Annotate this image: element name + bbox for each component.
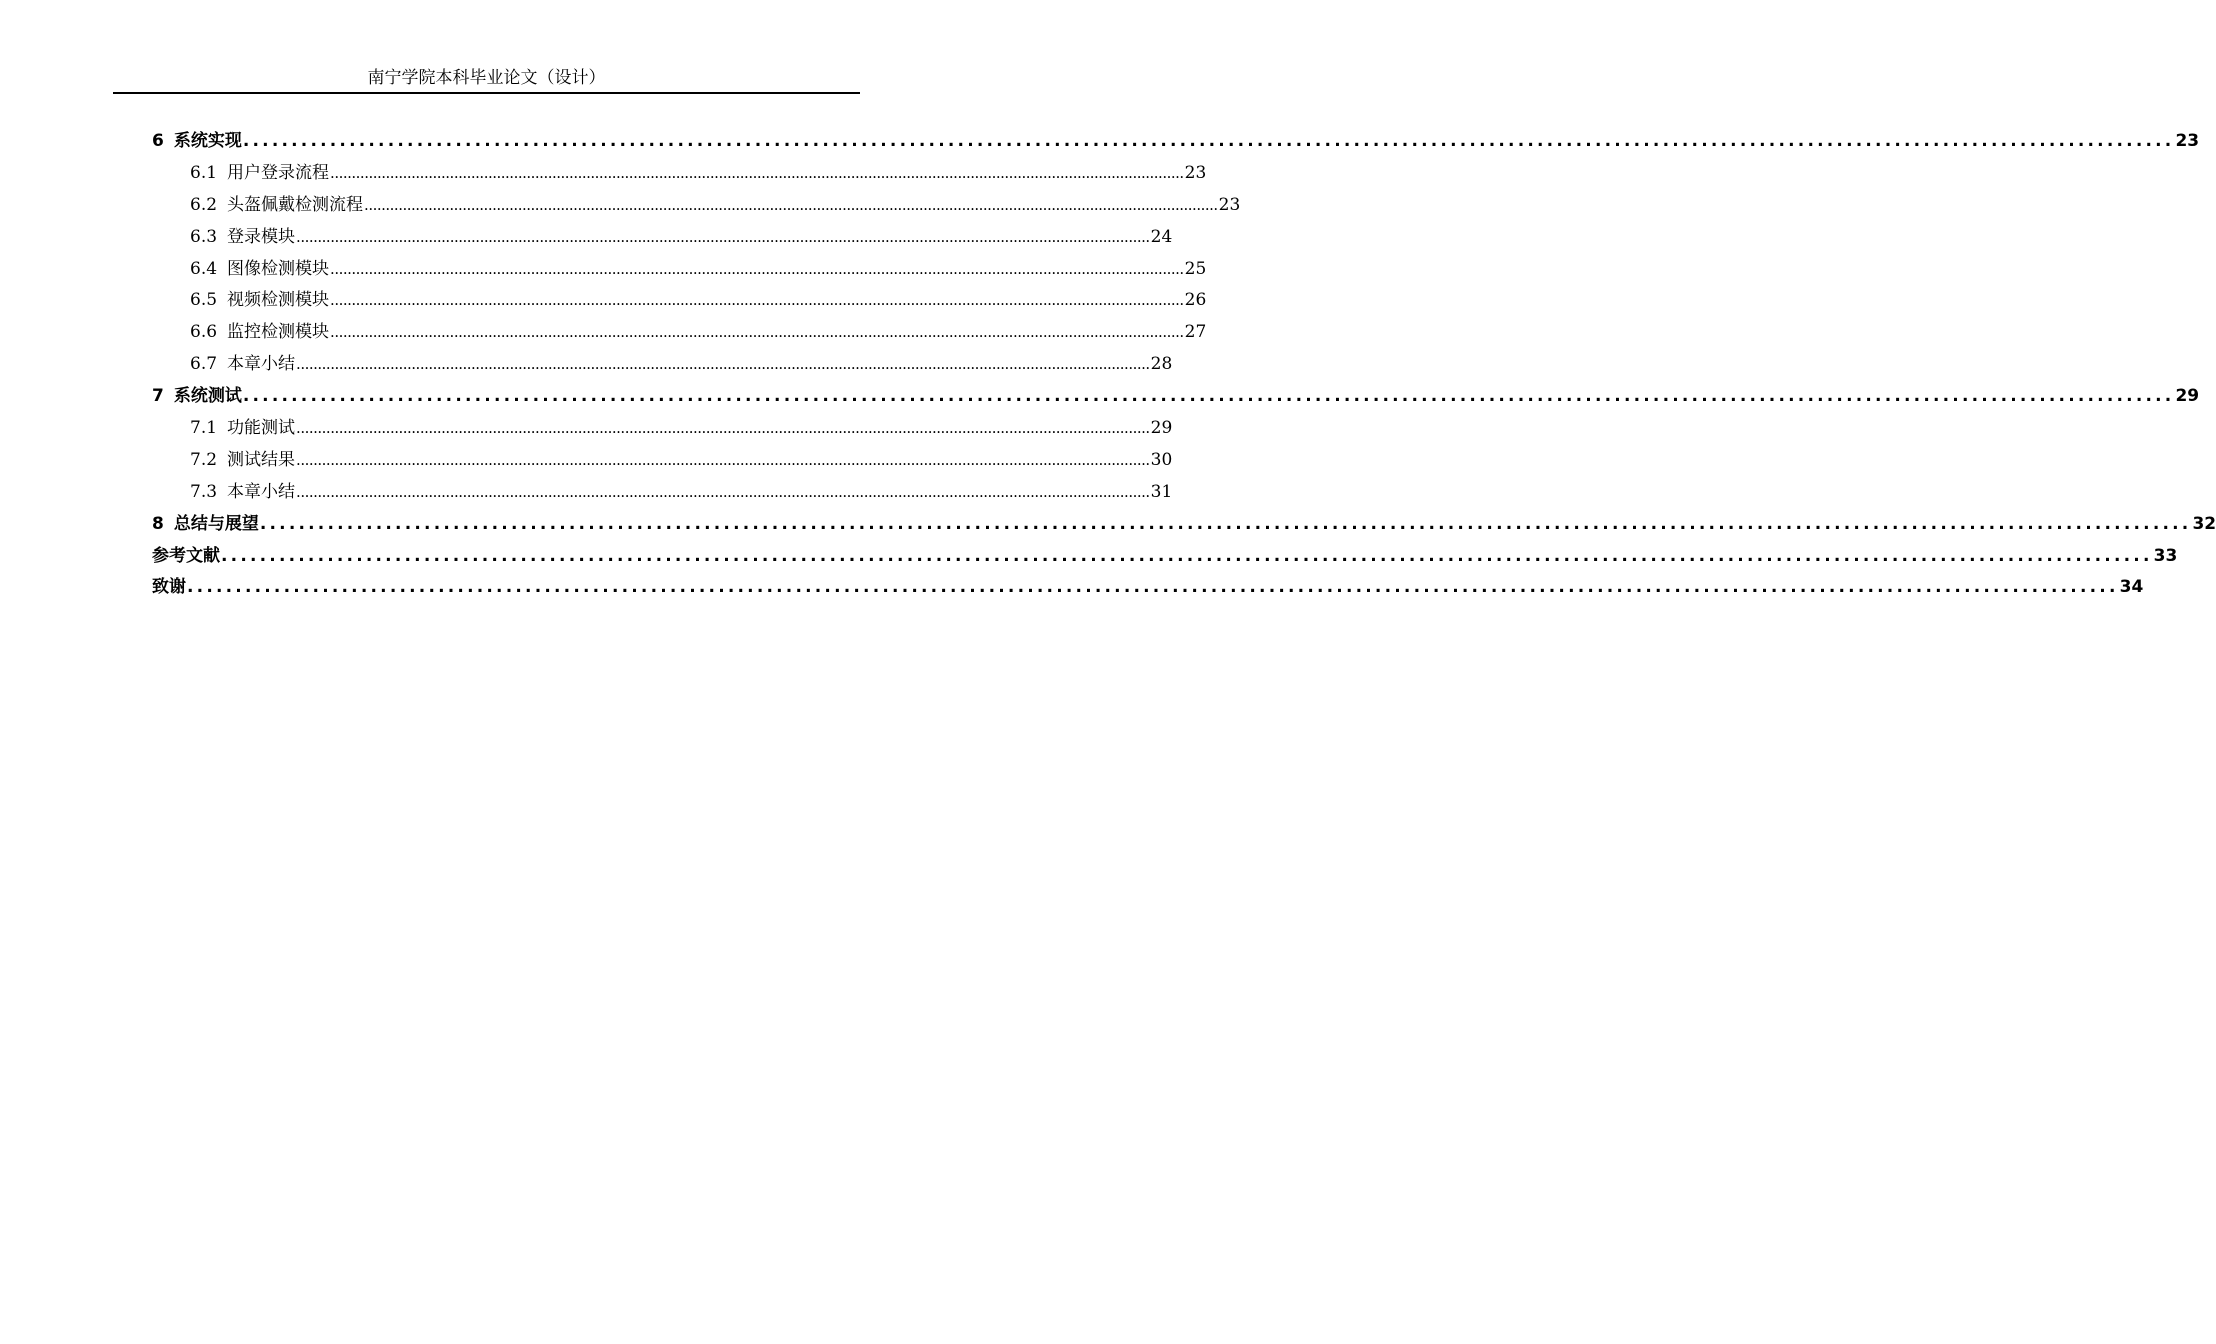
toc-entry[interactable] <box>152 285 1207 317</box>
toc-entry-label: 总结与展望 <box>173 513 259 534</box>
toc-entry[interactable] <box>152 158 1207 190</box>
toc-entry-page: 28 <box>1150 354 1173 375</box>
toc-entry-page: 25 <box>1184 258 1207 279</box>
toc-entry-label: 功能测试 <box>227 418 296 439</box>
toc-entry[interactable] <box>152 126 2200 158</box>
toc-entry-number: 7 <box>152 386 164 407</box>
table-of-contents <box>152 126 2216 604</box>
toc-dot-leader: ........................................................................................................................................................................................................ <box>296 227 1150 246</box>
toc-entry-page: 31 <box>1150 481 1173 502</box>
toc-entry-label: 测试结果 <box>227 449 296 470</box>
toc-entry-label: 系统测试 <box>173 386 242 407</box>
toc-entry-number: 6.6 <box>190 322 218 343</box>
toc-entry[interactable] <box>152 254 1207 286</box>
toc-dot-leader: ........................................................................................................................................................................................................ <box>330 323 1184 342</box>
toc-entry-label: 视频检测模块 <box>227 290 330 311</box>
toc-entry-page: 23 <box>2175 131 2200 151</box>
toc-entry-number: 6.4 <box>190 258 218 279</box>
toc-entry[interactable] <box>152 477 1173 509</box>
toc-dot-leader: ........................................................................................................................................................................................................ <box>221 545 2153 566</box>
toc-entry-number: 8 <box>152 513 164 534</box>
toc-entry-page: 24 <box>1150 226 1173 247</box>
toc-dot-leader: ........................................................................................................................................................................................................ <box>330 291 1184 310</box>
toc-entry-number: 6.5 <box>190 290 218 311</box>
toc-entry-label: 本章小结 <box>227 481 296 502</box>
toc-entry[interactable] <box>152 413 1173 445</box>
toc-entry[interactable] <box>152 572 2144 604</box>
toc-entry-number: 6.7 <box>190 354 218 375</box>
toc-dot-leader: ........................................................................................................................................................................................................ <box>330 259 1184 278</box>
toc-entry-label: 致谢 <box>152 577 186 598</box>
toc-entry[interactable] <box>152 541 2178 573</box>
toc-entry-label: 参考文献 <box>152 545 220 566</box>
toc-entry[interactable] <box>152 349 1173 381</box>
toc-entry-label: 用户登录流程 <box>227 162 330 183</box>
toc-entry-number: 6.2 <box>190 194 218 215</box>
toc-entry-number: 7.3 <box>190 481 218 502</box>
toc-entry-page: 29 <box>1150 418 1173 439</box>
toc-entry-label: 图像检测模块 <box>227 258 330 279</box>
toc-entry[interactable] <box>152 317 1207 349</box>
toc-entry-number: 6.3 <box>190 226 218 247</box>
toc-entry-label: 本章小结 <box>227 354 296 375</box>
toc-entry-label: 监控检测模块 <box>227 322 330 343</box>
toc-entry-page: 30 <box>1150 449 1173 470</box>
toc-entry[interactable] <box>152 190 1241 222</box>
page-header <box>113 66 860 94</box>
toc-entry[interactable] <box>152 445 1173 477</box>
toc-entry-page: 34 <box>2119 577 2144 598</box>
toc-dot-leader: ........................................................................................................................................................................................................ <box>187 577 2119 598</box>
toc-entry[interactable] <box>152 509 2216 541</box>
toc-entry-page: 33 <box>2153 545 2178 566</box>
toc-dot-leader: ........................................................................................................................................................................................................ <box>330 163 1184 182</box>
toc-dot-leader: ........................................................................................................................................................................................................ <box>242 131 2175 151</box>
toc-entry-page: 32 <box>2192 513 2216 534</box>
toc-entry[interactable] <box>152 222 1173 254</box>
toc-dot-leader: ........................................................................................................................................................................................................ <box>364 195 1218 214</box>
toc-dot-leader: ........................................................................................................................................................................................................ <box>296 355 1150 374</box>
toc-entry-page: 29 <box>2175 386 2200 407</box>
toc-dot-leader: ........................................................................................................................................................................................................ <box>259 513 2192 534</box>
toc-dot-leader: ........................................................................................................................................................................................................ <box>296 482 1150 501</box>
toc-entry-page: 23 <box>1184 162 1207 183</box>
toc-entry[interactable] <box>152 381 2200 413</box>
toc-dot-leader: ........................................................................................................................................................................................................ <box>242 386 2175 407</box>
toc-entry-number: 7.2 <box>190 449 218 470</box>
toc-dot-leader: ........................................................................................................................................................................................................ <box>296 450 1150 469</box>
toc-entry-number: 7.1 <box>190 418 218 439</box>
toc-entry-page: 26 <box>1184 290 1207 311</box>
toc-entry-label: 系统实现 <box>173 131 242 151</box>
toc-entry-label: 头盔佩戴检测流程 <box>227 194 364 215</box>
toc-entry-page: 27 <box>1184 322 1207 343</box>
toc-entry-number: 6.1 <box>190 162 218 183</box>
toc-entry-label: 登录模块 <box>227 226 296 247</box>
toc-dot-leader: ........................................................................................................................................................................................................ <box>296 419 1150 438</box>
toc-entry-number: 6 <box>152 131 164 151</box>
toc-entry-page: 23 <box>1218 194 1241 215</box>
header-title: 南宁学院本科毕业论文（设计） <box>367 68 606 88</box>
